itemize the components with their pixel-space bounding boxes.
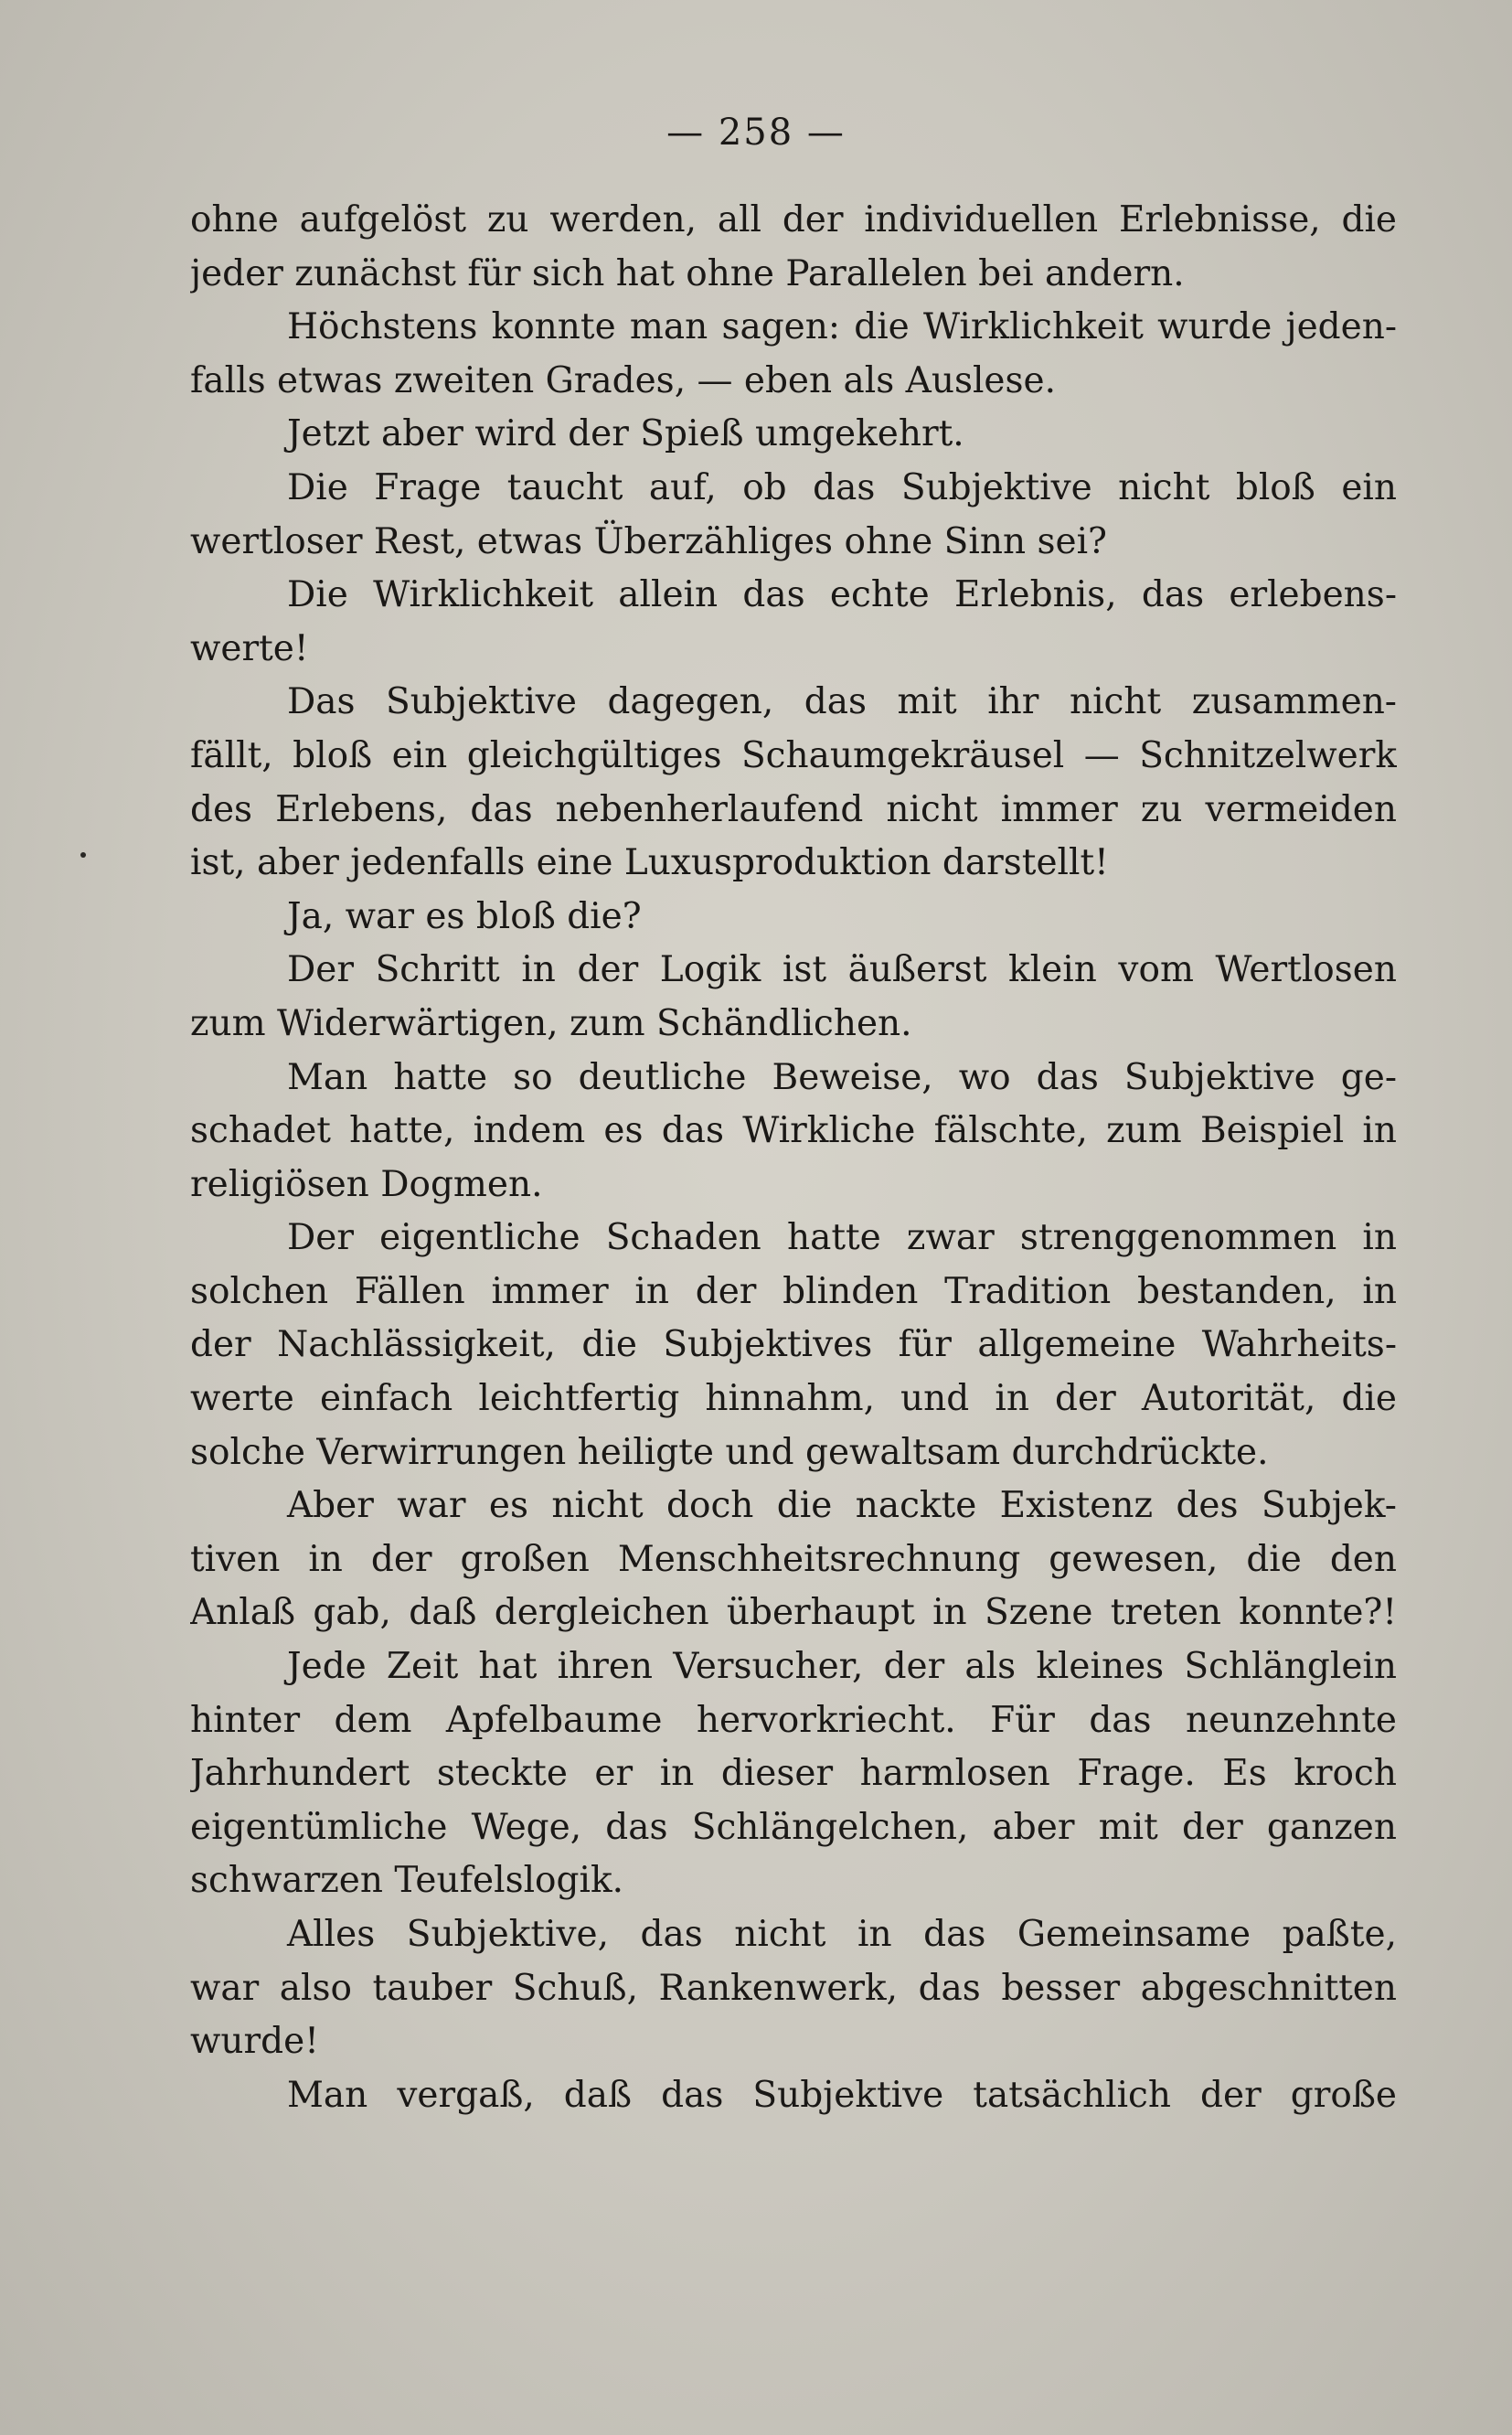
- text-line: schadet hatte, indem es das Wirkliche fälschte, zum Beispiel in: [190, 1110, 1397, 1152]
- text-line: Man vergaß, daß das Subjektive tatsächlich der große: [287, 2074, 1397, 2116]
- text-line: wurde!: [190, 2021, 319, 2063]
- text-line: hinter dem Apfelbaume hervorkriecht. Für das neunzehnte: [190, 1699, 1397, 1741]
- text-line: religiösen Dogmen.: [190, 1163, 543, 1205]
- text-line: der Nachlässigkeit, die Subjektives für allgemeine Wahrheits-: [190, 1324, 1397, 1366]
- text-line: Höchstens konnte man sagen: die Wirklichkeit wurde jeden-: [287, 306, 1397, 348]
- text-line: Alles Subjektive, das nicht in das Gemeinsame paßte,: [287, 1914, 1397, 1955]
- text-line: falls etwas zweiten Grades, — eben als Auslese.: [190, 359, 1057, 401]
- text-line: des Erlebens, das nebenherlaufend nicht immer zu vermeiden: [190, 788, 1397, 830]
- text-line: zum Widerwärtigen, zum Schändlichen.: [190, 1002, 912, 1044]
- text-line: Das Subjektive dagegen, das mit ihr nicht zusammen-: [287, 681, 1397, 723]
- text-line: eigentümliche Wege, das Schlängelchen, aber mit der ganzen: [190, 1806, 1397, 1848]
- body-text: [190, 194, 1397, 2122]
- text-line: solchen Fällen immer in der blinden Tradition bestanden, in: [190, 1270, 1397, 1312]
- text-line: wertloser Rest, etwas Überzähliges ohne Sinn sei?: [190, 520, 1107, 562]
- text-line: ohne aufgelöst zu werden, all der individuellen Erlebnisse, die: [190, 199, 1397, 240]
- page-number: — 258 —: [666, 112, 846, 154]
- text-line: Jede Zeit hat ihren Versucher, der als kleines Schlänglein: [287, 1646, 1397, 1688]
- text-line: werte einfach leichtfertig hinnahm, und in der Autorität, die: [190, 1378, 1397, 1420]
- text-line: jeder zunächst für sich hat ohne Parallelen bei andern.: [190, 252, 1185, 294]
- text-line: fällt, bloß ein gleichgültiges Schaumgekräusel — Schnitzelwerk: [190, 734, 1397, 776]
- text-line: Der eigentliche Schaden hatte zwar strenggenommen in: [287, 1217, 1397, 1259]
- text-line: Die Frage taucht auf, ob das Subjektive nicht bloß ein: [287, 466, 1397, 508]
- text-line: war also tauber Schuß, Rankenwerk, das besser abgeschnitten: [190, 1967, 1397, 2009]
- paper-speck: [80, 852, 86, 858]
- text-line: Aber war es nicht doch die nackte Existenz des Subjek-: [287, 1485, 1397, 1527]
- text-line: schwarzen Teufelslogik.: [190, 1860, 623, 1902]
- text-line: Jahrhundert steckte er in dieser harmlosen Frage. Es kroch: [190, 1753, 1397, 1795]
- text-line: werte!: [190, 627, 309, 669]
- text-line: solche Verwirrungen heiligte und gewaltsam durchdrückte.: [190, 1431, 1269, 1473]
- text-line: Jetzt aber wird der Spieß umgekehrt.: [287, 413, 964, 455]
- text-line: Man hatte so deutliche Beweise, wo das Subjektive ge-: [287, 1056, 1397, 1098]
- text-line: Anlaß gab, daß dergleichen überhaupt in Szene treten konnte?!: [190, 1592, 1397, 1634]
- text-line: Die Wirklichkeit allein das echte Erlebnis, das erlebens-: [287, 574, 1397, 616]
- text-line: tiven in der großen Menschheitsrechnung gewesen, die den: [190, 1538, 1397, 1580]
- text-line: Der Schritt in der Logik ist äußerst klein vom Wertlosen: [287, 949, 1397, 991]
- text-line: Ja, war es bloß die?: [287, 895, 642, 937]
- text-line: ist, aber jedenfalls eine Luxusproduktion darstellt!: [190, 842, 1109, 884]
